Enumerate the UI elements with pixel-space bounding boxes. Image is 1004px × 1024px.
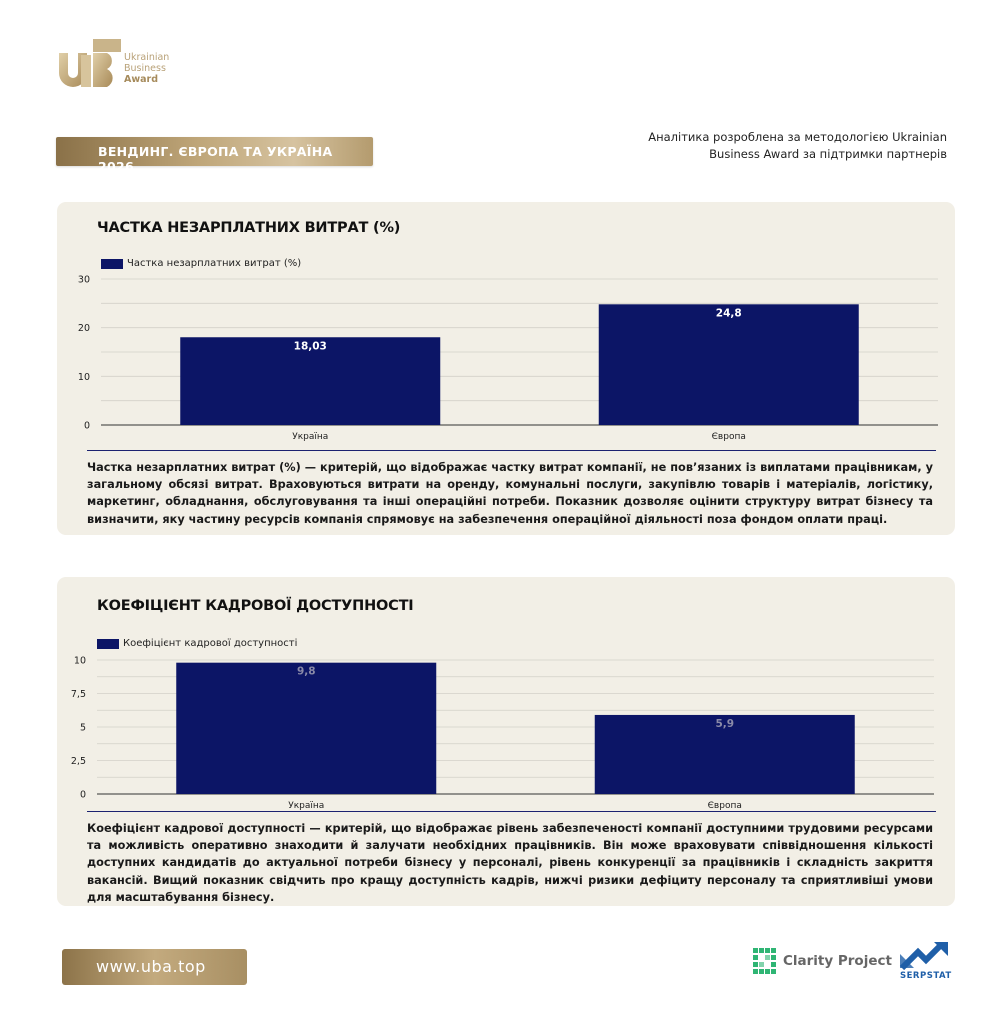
- bar-value-label: 24,8: [715, 307, 742, 320]
- website-label[interactable]: www.uba.top: [96, 957, 206, 976]
- serpstat-chart-icon: [898, 940, 954, 970]
- section-title: КОЕФІЦІЄНТ КАДРОВОЇ ДОСТУПНОСТІ: [97, 598, 414, 614]
- y-tick-label: 10: [77, 371, 90, 383]
- legend-label: Частка незарплатних витрат (%): [127, 258, 302, 269]
- bar-chart: [57, 202, 955, 452]
- logo-mark-icon: [57, 37, 123, 91]
- methodology-line-1: Аналітика розроблена за методологією Ukrainian: [648, 130, 947, 144]
- bar-value-label: 18,03: [293, 340, 327, 353]
- clarity-project-logo: [753, 948, 892, 974]
- divider: [87, 450, 936, 451]
- bar: [599, 304, 859, 425]
- website-button[interactable]: [62, 949, 247, 985]
- clarity-project-label: Clarity Project: [783, 953, 892, 969]
- non-salary-costs-card: [57, 202, 955, 535]
- logo-line-3: Award: [124, 74, 159, 85]
- legend-label: Коефіцієнт кадрової доступності: [123, 638, 298, 649]
- report-title: ВЕНДИНГ. ЄВРОПА ТА УКРАЇНА 2026: [98, 144, 333, 174]
- bar-chart: [57, 577, 955, 817]
- methodology-note: [627, 129, 947, 163]
- y-tick-label: 20: [77, 323, 90, 335]
- y-tick-label: 30: [77, 274, 90, 286]
- y-tick-label: 0: [79, 789, 86, 801]
- y-tick-label: 10: [73, 655, 86, 667]
- section-title: ЧАСТКА НЕЗАРПЛАТНИХ ВИТРАТ (%): [97, 220, 401, 236]
- staff-availability-card: [57, 577, 955, 906]
- logo-line-2: Business: [124, 63, 166, 74]
- serpstat-logo: [898, 940, 958, 984]
- section-description: Коефіцієнт кадрової доступності — критерій, що відображає рівень забезпеченості компанії доступними трудовими ресурсами та можливість оперативно знаходити й залучати необхідних працівників. Він може враховувати співвідношення кількості доступних кандидатів до актуальної потреби бізнесу у персоналі, рівень конкуренції за працівників і складність закриття вакансій. Вищий показник свідчить про кращу доступність кадрів, нижчі ризики дефіциту персоналу та сприятливіші умови для масштабування бізнесу.: [87, 822, 933, 904]
- logo-line-1: Ukrainian: [124, 52, 170, 63]
- x-category-label: Європа: [711, 432, 746, 442]
- x-category-label: Україна: [292, 432, 329, 442]
- y-tick-label: 2,5: [70, 756, 86, 767]
- serpstat-label: SERPSTAT: [900, 971, 952, 981]
- x-category-label: Європа: [707, 801, 742, 811]
- x-category-label: Україна: [288, 801, 325, 811]
- bar: [176, 663, 436, 794]
- bar-value-label: 5,9: [715, 717, 735, 730]
- methodology-line-2: Business Award за підтримки партнерів: [709, 147, 947, 161]
- y-tick-label: 5: [79, 722, 86, 734]
- bar-value-label: 9,8: [296, 665, 316, 678]
- y-tick-label: 0: [83, 420, 90, 432]
- section-description: Частка незарплатних витрат (%) — критерій, що відображає частку витрат компанії, не пов’язаних із виплатами працівникам, у загальному обсязі витрат. Враховуються витрати на оренду, комунальні послуги, закупівлю товарів і матеріалів, логістику, маркетинг, обладнання, обслуговування та інші операційні потреби. Показник дозволяє оцінити структуру витрат бізнесу та визначити, яку частину ресурсів компанія спрямовує на забезпечення операційної діяльності поза фондом оплати праці.: [87, 461, 933, 526]
- y-tick-label: 7,5: [70, 689, 86, 700]
- ukrainian-business-award-logo: [57, 37, 187, 91]
- divider: [87, 811, 936, 812]
- clarity-grid-icon: [753, 948, 777, 974]
- report-title-badge: [56, 137, 373, 174]
